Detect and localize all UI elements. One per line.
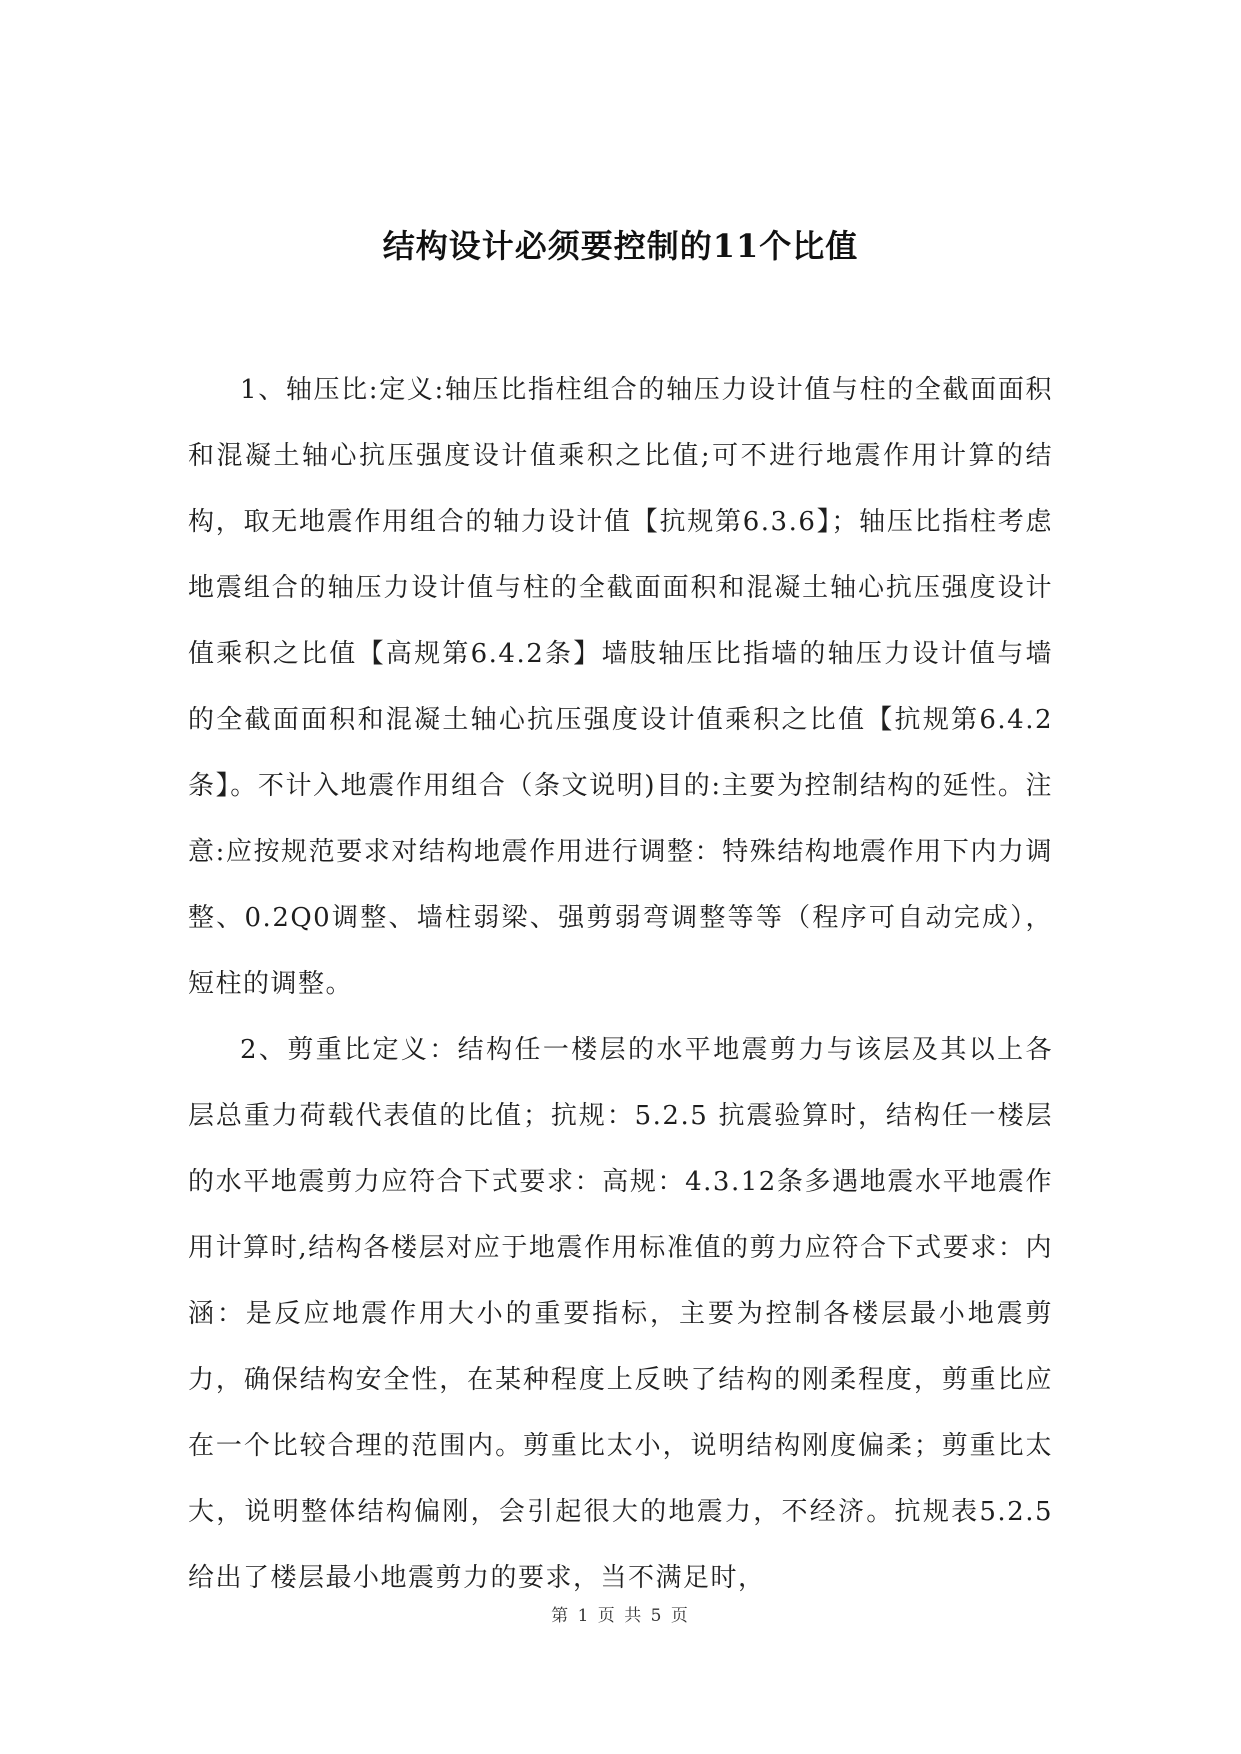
document-body	[188, 357, 1053, 1611]
page-number-footer: 第 1 页 共 5 页	[551, 1606, 690, 1626]
paragraph-shear-weight-ratio: 2、剪重比定义：结构任一楼层的水平地震剪力与该层及其以上各层总重力荷载代表值的比值；抗规：5.2.5 抗震验算时，结构任一楼层的水平地震剪力应符合下式要求：高规：4.3.12条多遇地震水平地震作用计算时,结构各楼层对应于地震作用标准值的剪力应符合下式要求：内涵：是反应地震作用大小的重要指标，主要为控制各楼层最小地震剪力，确保结构安全性，在某种程度上反映了结构的刚柔程度，剪重比应在一个比较合理的范围内。剪重比太小，说明结构刚度偏柔；剪重比太大，说明整体结构偏刚，会引起很大的地震力，不经济。抗规表5.2.5给出了楼层最小地震剪力的要求，当不满足时，	[188, 1035, 1053, 1593]
document-title: 结构设计必须要控制的11个比值	[382, 227, 859, 265]
paragraph-axial-compression-ratio: 1、轴压比:定义:轴压比指柱组合的轴压力设计值与柱的全截面面积和混凝土轴心抗压强度设计值乘积之比值;可不进行地震作用计算的结构，取无地震作用组合的轴力设计值【抗规第6.3.6】；轴压比指柱考虑地震组合的轴压力设计值与柱的全截面面积和混凝土轴心抗压强度设计值乘积之比值【高规第6.4.2条】墙肢轴压比指墙的轴压力设计值与墙的全截面面积和混凝土轴心抗压强度设计值乘积之比值【抗规第6.4.2条】。不计入地震作用组合（条文说明)目的:主要为控制结构的延性。注意:应按规范要求对结构地震作用进行调整：特殊结构地震作用下内力调整、0.2Q0调整、墙柱弱梁、强剪弱弯调整等等（程序可自动完成），短柱的调整。	[188, 375, 1053, 999]
